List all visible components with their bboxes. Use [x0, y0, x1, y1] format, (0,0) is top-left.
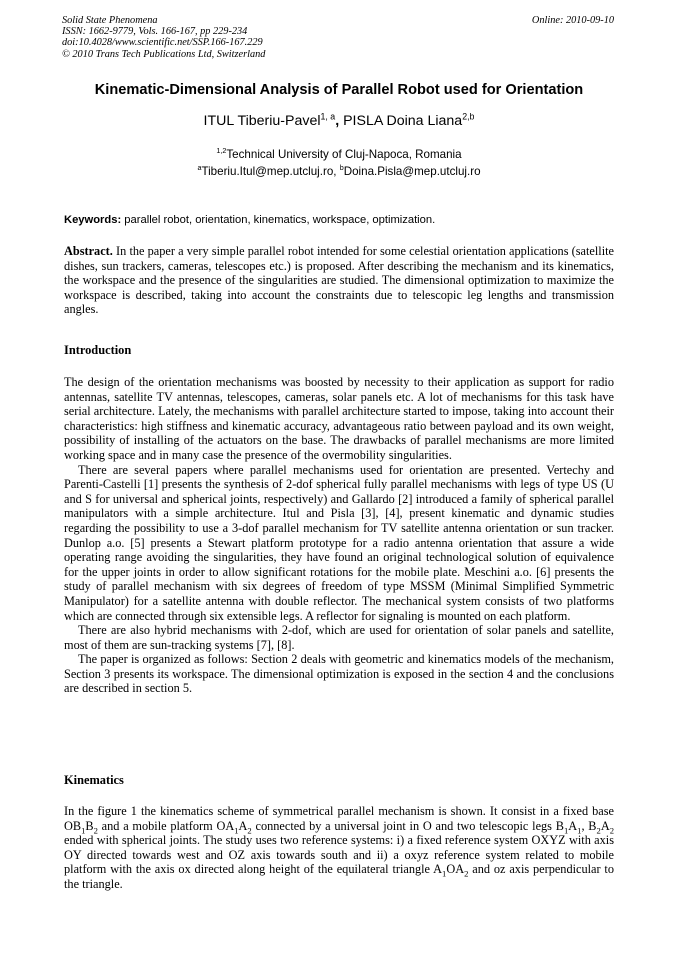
email-a-sup: a: [197, 163, 202, 173]
affiliation-sup: 1,2: [216, 146, 227, 156]
email-line: [20, 163, 658, 180]
kin-text: B: [85, 818, 94, 833]
email-a: Tiberiu.Itul@mep.utcluj.ro,: [201, 165, 340, 178]
abstract-label: Abstract.: [64, 244, 113, 258]
email-b: Doina.Pisla@mep.utcluj.ro: [343, 165, 481, 178]
kin-text: OA: [446, 862, 465, 877]
journal-doi: doi:10.4028/www.scientific.net/SSP.166-167.229: [62, 37, 263, 49]
intro-paragraph-2: There are several papers where parallel mechanisms used for orientation are presented. Vertechy and Parenti-Castelli [1] presents the synthesis of 2-dof spherical fully parallel mechanisms with legs of type US (U and S for universal and spherical joints, respectively) and Gallardo [2] introduced a family of spherical parallel manipulators with a simple architecture. Itul and Pisla [3], [4], present kinematic and dynamic studies regarding the possibility to use a 3-dof parallel mechanism for TV satellite antenna orientation or sun tracker. Dunlop a.o. [5] presents a Stewart platform prototype for a radio antenna orientation that assure a wide operating range avoiding the singularities, they have found an original technological solution of equivalence for the upper joints in order to allow significant rotations for the mobile plate. Meschini a.o. [6] presents the study of parallel mechanism with six degrees of freedom of type MSSM (Minimal Simplified Symmetric Manipulator) for a satellite antenna with double reflector. The mechanical system consists of two platforms which are connected through six extensible legs. A reflector for signaling is mounted on each platform.: [64, 462, 614, 623]
author-2: PISLA Doina Liana: [343, 113, 463, 129]
kin-text: , B: [581, 818, 597, 833]
kin-sub: 2: [596, 825, 601, 836]
section-heading-kinematics: Kinematics: [64, 773, 124, 787]
author-1-sup: 1, a: [320, 111, 336, 122]
kin-text: A: [238, 818, 248, 833]
institution: Technical University of Cluj-Napoca, Romania: [226, 148, 462, 161]
author-separator: ,: [335, 113, 344, 129]
kin-text: A: [600, 818, 610, 833]
kin-sub: 1: [81, 825, 86, 836]
kin-sub: 2: [247, 825, 252, 836]
kin-sub: 1: [563, 825, 569, 836]
kin-text: ended with spherical joints. The study uses two reference systems: i) a fixed reference system OXYZ with axis OY directed towards west and OZ axis towards south and ii) a oxyz reference system related to mobile platform with the axis ox directed along height of the equilateral triangle A: [64, 833, 614, 877]
journal-issn: ISSN: 1662-9779, Vols. 166-167, pp 229-234: [62, 26, 248, 38]
introduction-body: [64, 375, 614, 696]
abstract: [64, 244, 614, 317]
kin-sub: 1: [442, 868, 447, 879]
journal-name: Solid State Phenomena: [62, 15, 158, 26]
online-date: Online: 2010-09-10: [531, 15, 614, 26]
journal-header: [62, 15, 614, 60]
kin-text: and a mobile platform OA: [97, 818, 235, 833]
author-line: [20, 113, 658, 129]
kinematics-paragraph: [64, 804, 614, 892]
email-b-sup: b: [339, 163, 344, 173]
journal-copyright: © 2010 Trans Tech Publications Ltd, Switzerland: [62, 48, 266, 60]
kin-sub: 2: [93, 825, 98, 836]
intro-paragraph-1: The design of the orientation mechanisms was boosted by necessity to their application as support for radio antennas, satellite TV antennas, telescopes, cameras, solar panels etc. A lot of mechanisms for this task have serial architecture. Lately, the mechanisms with parallel architecture started to impose, taking into account their characteristics: high stiffness and kinematic accuracy, advantageous ratio between payload and its own weight, possibility of installing of the actuators on the base. The drawbacks of parallel mechanisms are more limited working space and in many case the presence of the overmobility singularities.: [64, 375, 614, 462]
keywords-label: Keywords:: [64, 214, 122, 226]
kinematics-body: [64, 804, 614, 892]
kin-text: A: [568, 818, 578, 833]
intro-paragraph-4: The paper is organized as follows: Section 2 deals with geometric and kinematics models of the mechanism, Section 3 presents its workspace. The dimensional optimization is exposed in the section 4 and the conclusions are described in section 5.: [64, 652, 614, 696]
author-2-sup: 2,b: [462, 111, 475, 122]
paper-title: Kinematic-Dimensional Analysis of Parallel Robot used for Orientation: [94, 82, 584, 98]
kin-sub: 2: [464, 868, 469, 879]
section-heading-introduction: Introduction: [64, 343, 132, 357]
intro-paragraph-3: There are also hybrid mechanisms with 2-dof, which are used for orientation of solar panels and satellite, most of them are sun-tracking systems [7], [8].: [64, 623, 614, 652]
affiliation-line: [20, 146, 658, 163]
author-1: ITUL Tiberiu-Pavel: [203, 113, 321, 129]
kin-sub: 2: [609, 825, 615, 836]
kin-text: connected by a universal joint in O and two telescopic legs B: [251, 818, 564, 833]
keywords: [64, 214, 616, 226]
kin-text: and oz axis perpendicular to the triangle.: [64, 862, 614, 891]
kin-sub: 1: [234, 825, 239, 836]
kin-text: In the figure 1 the kinematics scheme of symmetrical parallel mechanism is shown. It consist in a fixed base OB: [64, 804, 614, 833]
abstract-text: In the paper a very simple parallel robot intended for some celestial orientation applications (satellite dishes, sun trackers, cameras, telescopes etc.) is proposed. After describing the mechanism and its kinematics, the workspace and the presence of the singularities are studied. The dimensional optimization to maximize the workspace is described, taking into account the constraints due to telescopic leg lengths and transmission angles.: [64, 244, 614, 317]
affiliation: [20, 146, 658, 180]
keywords-text: parallel robot, orientation, kinematics, workspace, optimization.: [121, 214, 436, 226]
kin-sub: 1: [577, 825, 582, 836]
